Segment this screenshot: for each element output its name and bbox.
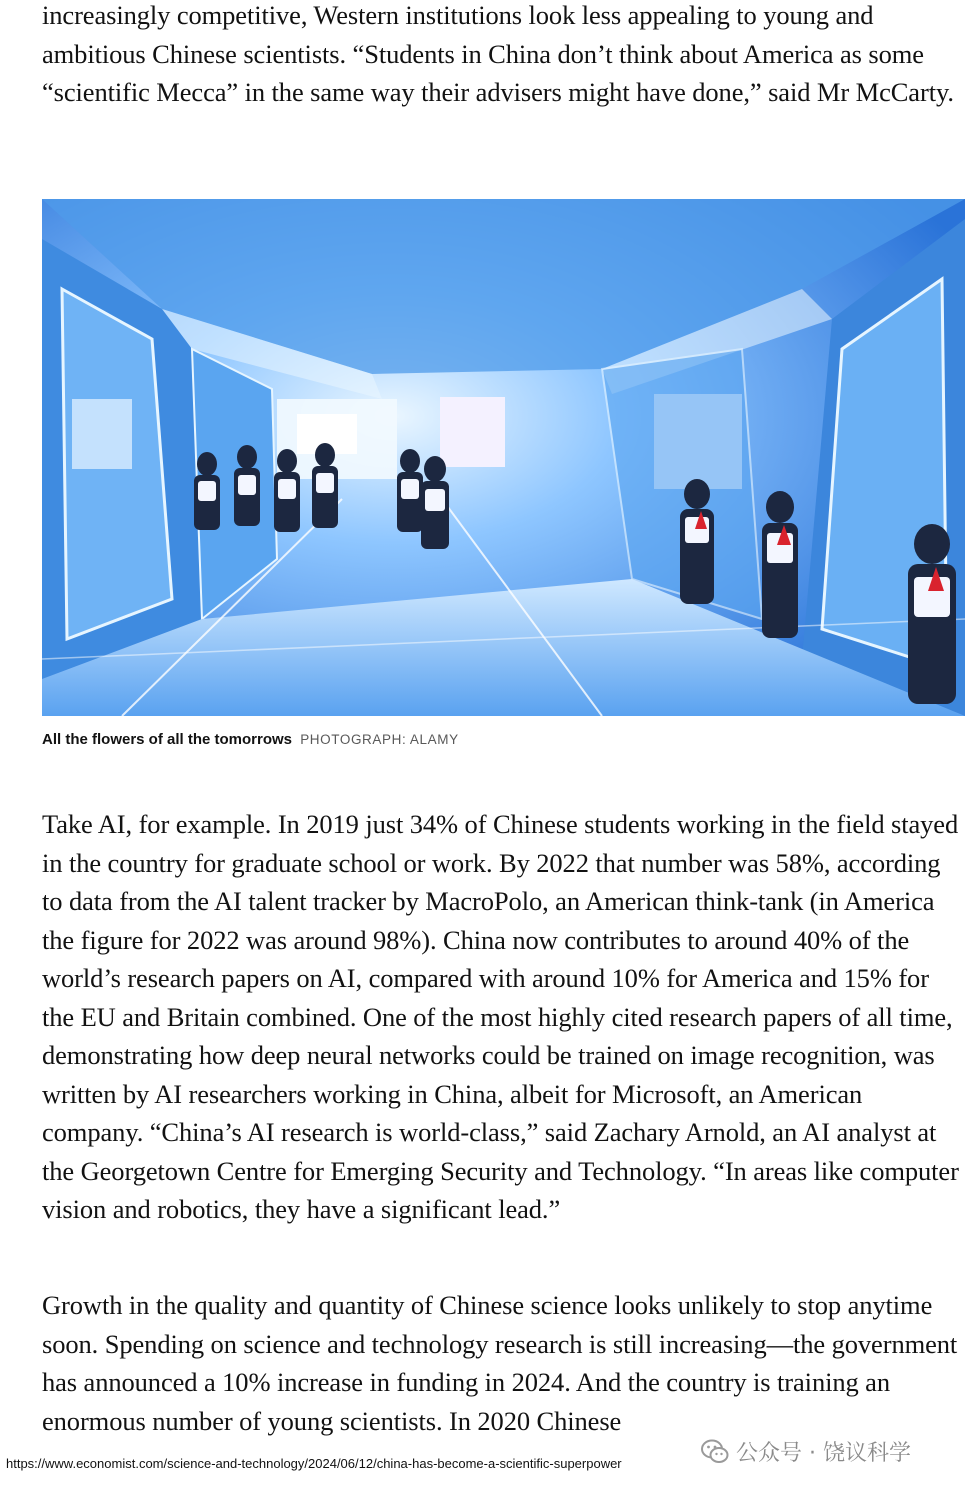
- article-paragraph: Take AI, for example. In 2019 just 34% of Chinese students working in the field stayed in the country for graduate school or work. By 2022 that number was 58%, according to data from the AI talent tracker by MacroPolo, an American think-tank (in America the figure for 2022 was around 98%). China now contributes to around 40% of the world’s research papers on AI, compared with around 10% for America and 15% for the EU and Britain combined. One of the most highly cited research papers of all time, demonstrating how deep neural networks could be trained on image recognition, was written by AI researchers working in China, albeit for Microsoft, an American company. “China’s AI research is world-class,” said Zachary Arnold, an AI analyst at the Georgetown Centre for Emerging Security and Technology. “In areas like computer vision and robotics, they have a significant lead.”: [42, 809, 959, 1224]
- watermark: [700, 1436, 911, 1467]
- article-photo: [42, 199, 965, 716]
- article-paragraph: Growth in the quality and quantity of Chinese science looks unlikely to stop anytime soon. Spending on science and technology research is still increasing—the government has announced a 10% increase in funding in 2024. And the country is training an enormous number of young scientists. In 2020 Chinese: [42, 1290, 958, 1436]
- status-url: https://www.economist.com/science-and-technology/2024/06/12/china-has-become-a-scientific-superpower: [6, 1456, 622, 1471]
- caption-title: All the flowers of all the tomorrows: [42, 731, 293, 748]
- photo-caption: [42, 730, 459, 750]
- photo-credit: PHOTOGRAPH: ALAMY: [300, 732, 459, 747]
- watermark-text: 公众号 · 饶议科学: [736, 1441, 911, 1466]
- article-paragraph-top: increasingly competitive, Western institutions look less appealing to young and ambitious Chinese scientists. “Students in China don’t think about America as some “scientific Mecca” in the same way their advisers might have done,” said Mr McCarty.: [42, 0, 954, 107]
- wechat-icon: [700, 1437, 730, 1467]
